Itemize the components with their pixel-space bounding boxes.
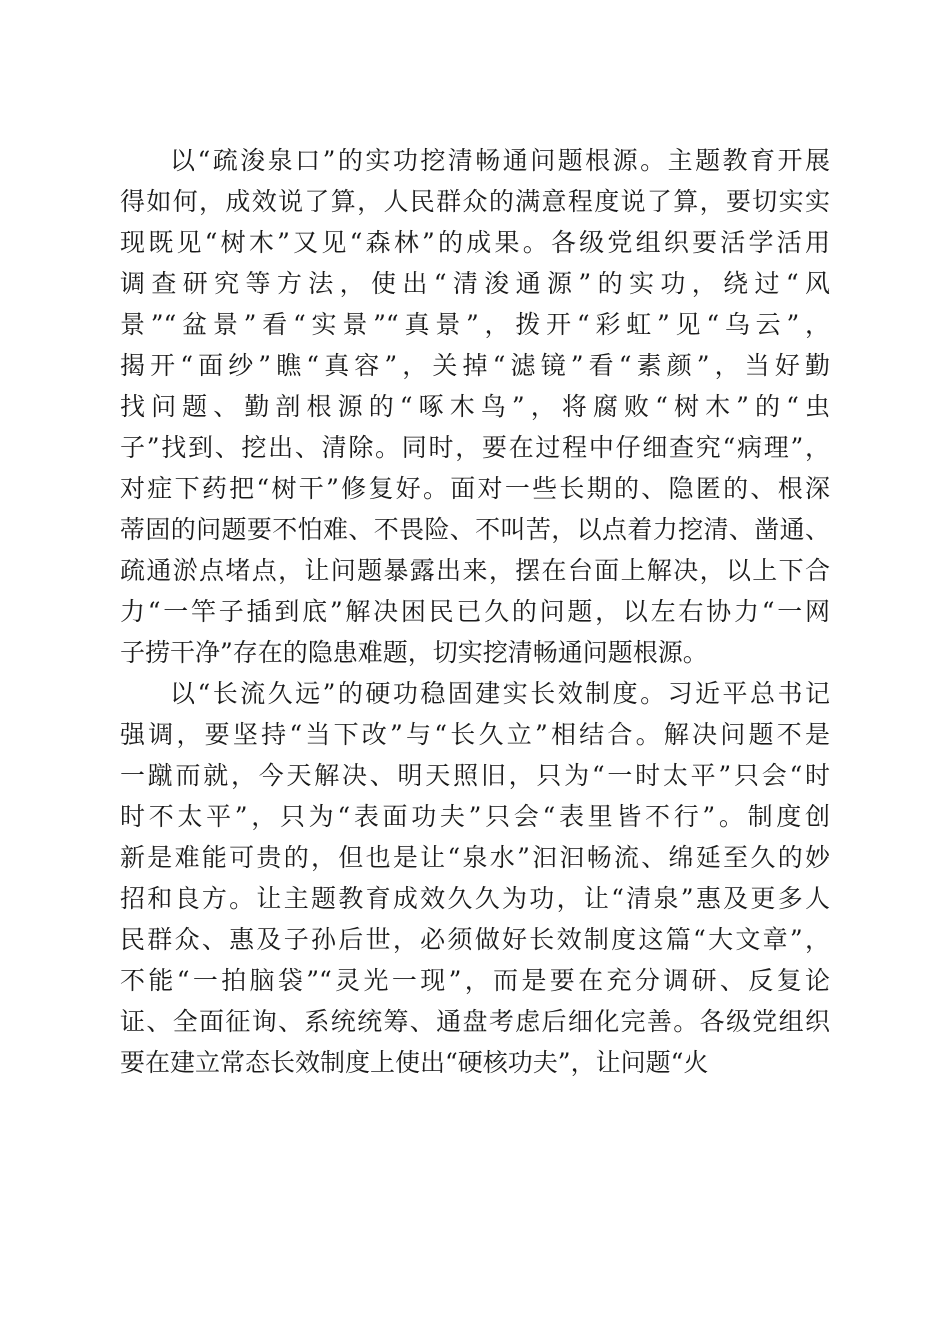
- text-line: 景”“盆景”看“实景”“真景”，拨开“彩虹”见“乌云”，: [120, 310, 830, 339]
- text-line: 对症下药把“树干”修复好。面对一些长期的、隐匿的、根深: [120, 474, 830, 503]
- text-line: 招和良方。让主题教育成效久久为功，让“清泉”惠及更多人: [120, 884, 830, 913]
- text-line: 不能“一拍脑袋”“灵光一现”，而是要在充分调研、反复论: [120, 966, 830, 995]
- text-line: 子”找到、挖出、清除。同时，要在过程中仔细查究“病理”，: [120, 433, 830, 462]
- text-line: 得如何，成效说了算，人民群众的满意程度说了算，要切实实: [120, 187, 830, 216]
- text-line: 强调，要坚持“当下改”与“长久立”相结合。解决问题不是: [120, 720, 830, 749]
- text-line: 揭开“面纱”瞧“真容”，关掉“滤镜”看“素颜”，当好勤: [120, 351, 830, 380]
- text-line: 疏通淤点堵点，让问题暴露出来，摆在台面上解决，以上下合: [120, 556, 830, 585]
- text-line: 找问题、勤剖根源的“啄木鸟”，将腐败“树木”的“虫: [120, 392, 830, 421]
- text-line: 子捞干净”存在的隐患难题，切实挖清畅通问题根源。: [120, 638, 708, 667]
- text-line: 时不太平”，只为“表面功夫”只会“表里皆不行”。制度创: [120, 802, 830, 831]
- document-body: [120, 140, 830, 1083]
- text-line: 调查研究等方法，使出“清浚通源”的实功，绕过“风: [120, 269, 830, 298]
- text-line: 新是难能可贵的，但也是让“泉水”汩汩畅流、绵延至久的妙: [120, 843, 830, 872]
- text-line: 要在建立常态长效制度上使出“硬核功夫”，让问题“火: [120, 1048, 709, 1077]
- text-line: 现既见“树木”又见“森林”的成果。各级党组织要活学活用: [120, 228, 830, 257]
- text-line: 证、全面征询、系统统筹、通盘考虑后细化完善。各级党组织: [120, 1007, 830, 1036]
- text-line: 以“疏浚泉口”的实功挖清畅通问题根源。主题教育开展: [170, 146, 830, 175]
- text-line: 蒂固的问题要不怕难、不畏险、不叫苦，以点着力挖清、凿通、: [120, 515, 830, 544]
- paragraph: [120, 673, 830, 1083]
- text-line: 民群众、惠及子孙后世，必须做好长效制度这篇“大文章”，: [120, 925, 830, 954]
- text-line: 力“一竿子插到底”解决困民已久的问题，以左右协力“一网: [120, 597, 830, 626]
- text-line: 一蹴而就，今天解决、明天照旧，只为“一时太平”只会“时: [120, 761, 830, 790]
- paragraph: [120, 140, 830, 673]
- text-line: 以“长流久远”的硬功稳固建实长效制度。习近平总书记: [170, 679, 830, 708]
